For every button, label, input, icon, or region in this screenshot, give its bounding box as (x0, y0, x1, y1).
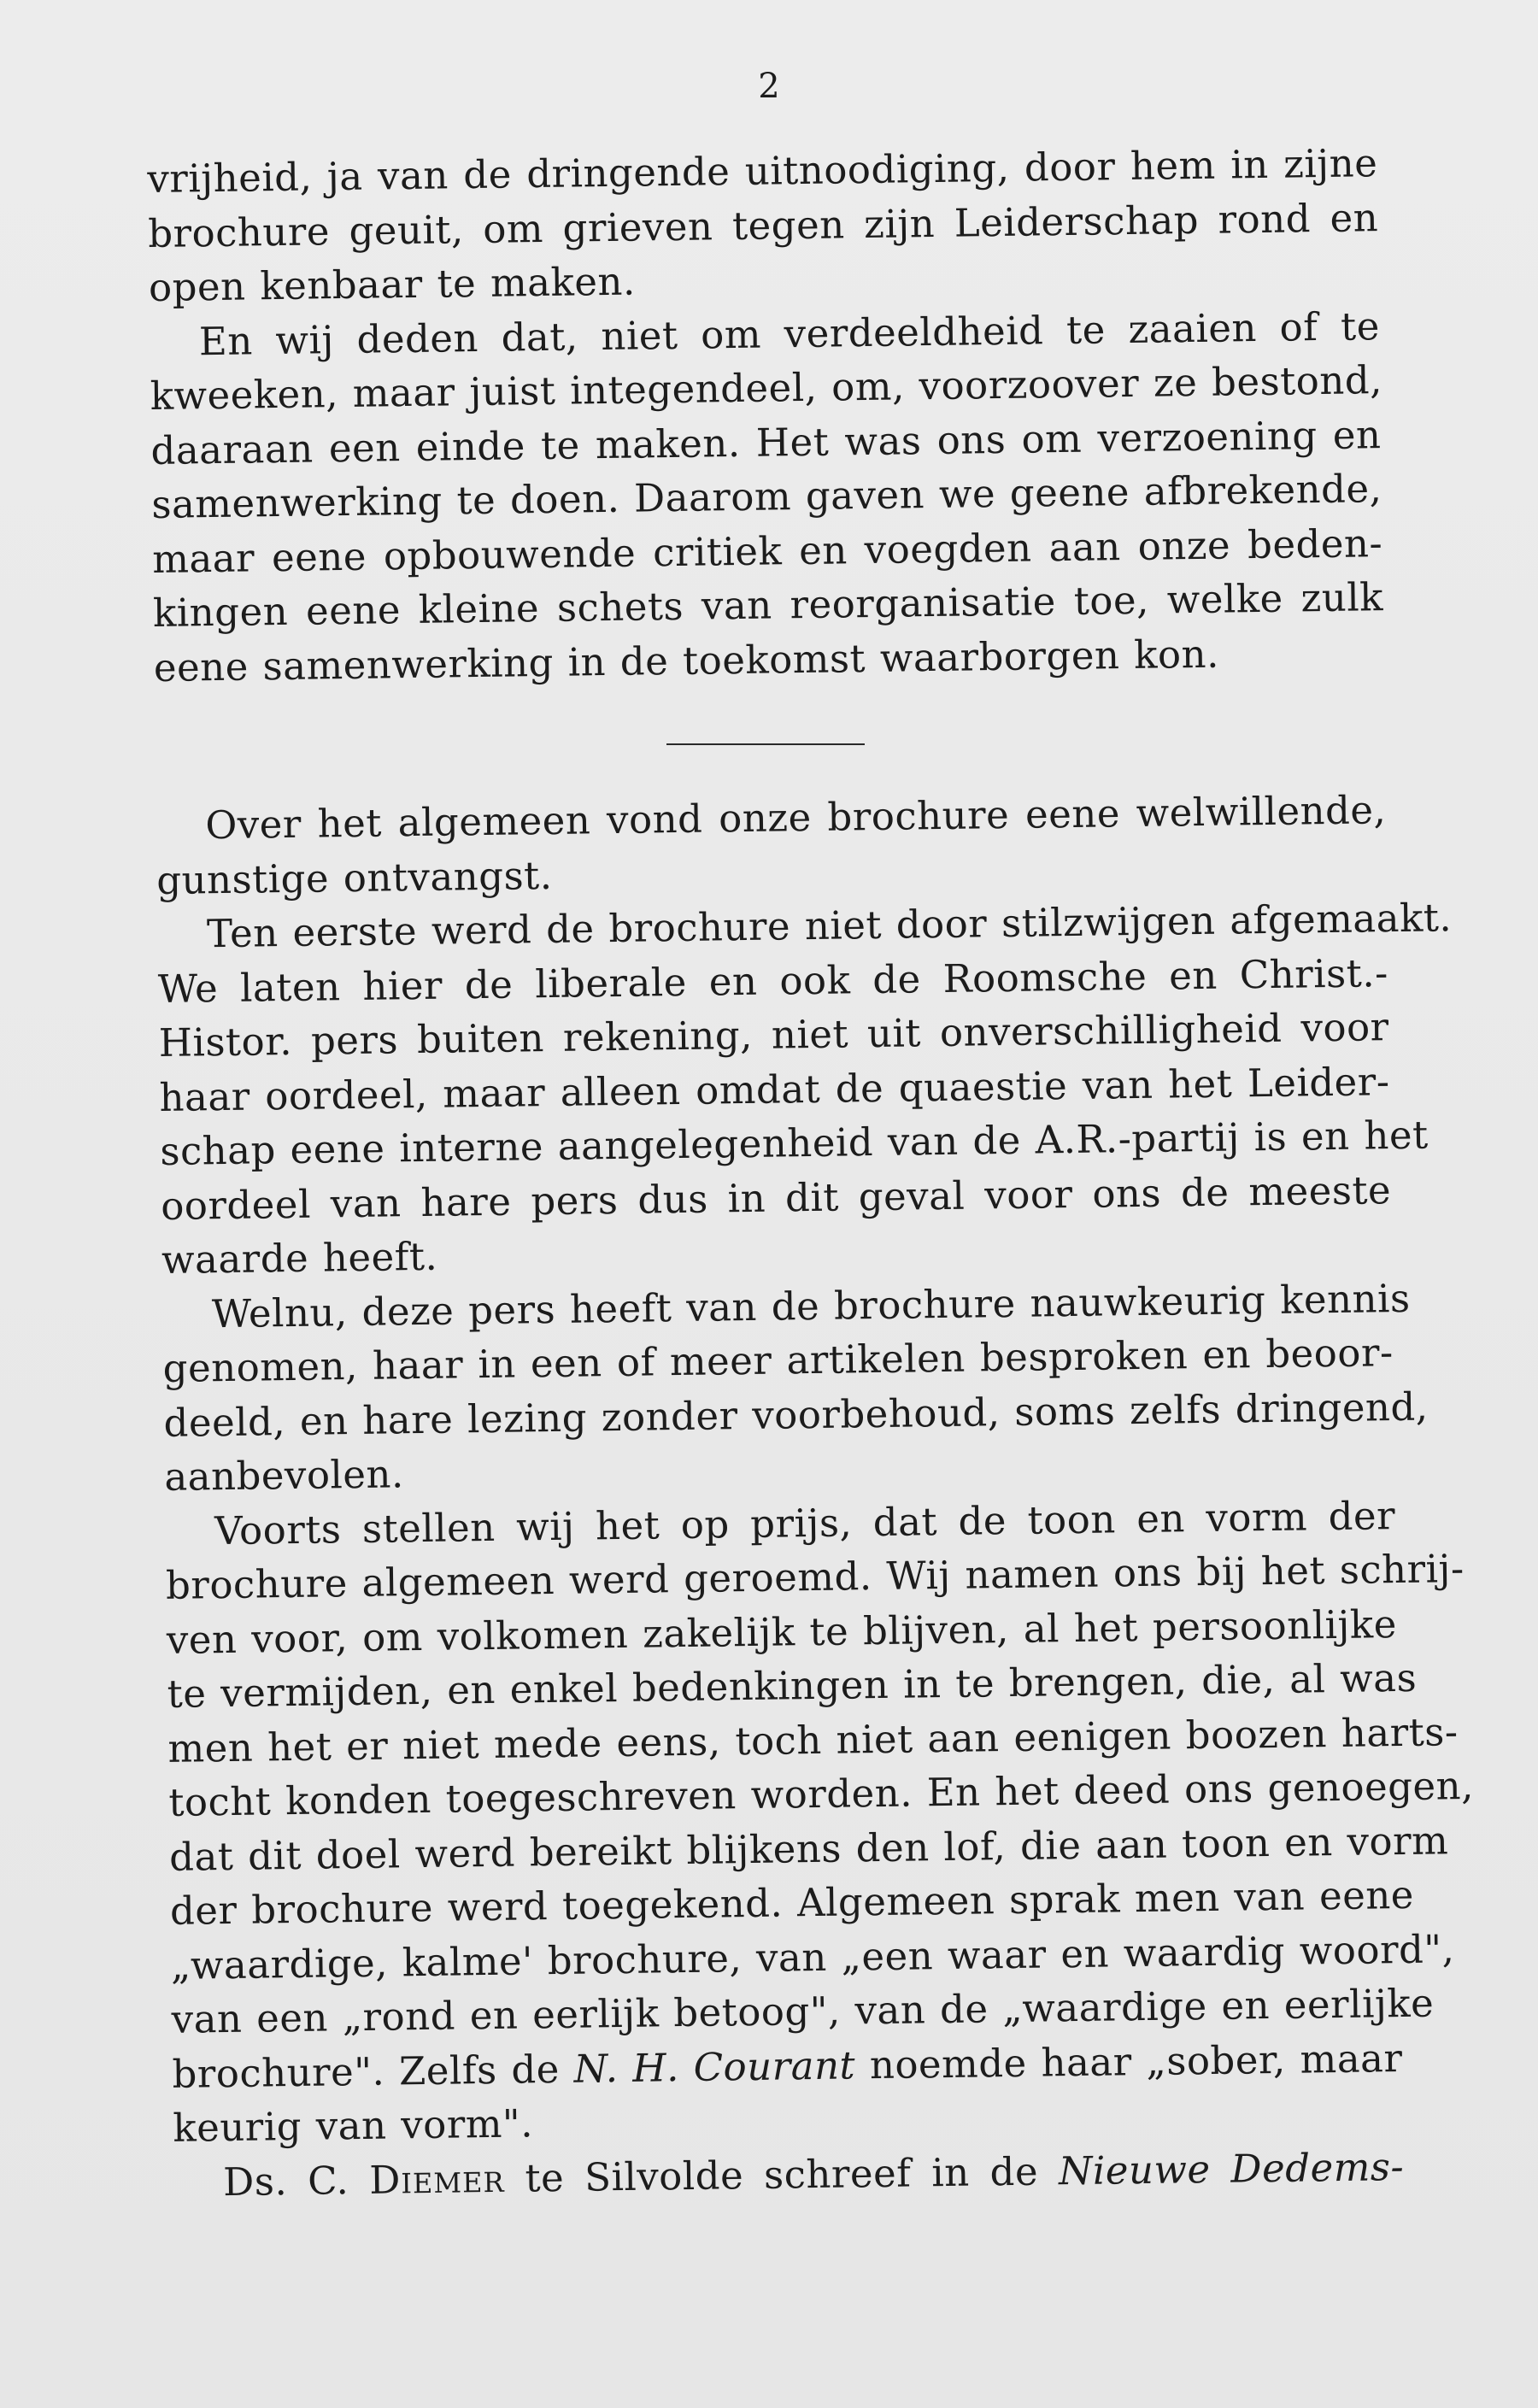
text-line: brochure geuit, om grieven tegen zijn Leiderschap rond en (147, 194, 1379, 256)
text-line: kweeken, maar juist integendeel, om, voorzoover ze bestond, (150, 357, 1383, 419)
text-line: waarde heeft. (161, 1233, 438, 1283)
text-line: daaraan een einde te maken. Het was ons om verzoening en (150, 411, 1382, 473)
text-line: brochure algemeen werd geroemd. Wij namen ons bij het schrij- (165, 1546, 1465, 1608)
text-line: tocht konden toegeschreven worden. En het deed ons genoegen, (168, 1762, 1475, 1825)
text-line: Voorts stellen wij het op prijs, dat de toon en vorm der (214, 1492, 1396, 1553)
text-line: En wij deden dat, niet om verdeeldheid te zaaien of te (198, 302, 1381, 364)
text-line: genomen, haar in een of meer artikelen besproken en beoor- (162, 1330, 1394, 1391)
text-line: te vermijden, en enkel bedenkingen in te brengen, die, al was (167, 1654, 1418, 1717)
text-line: der brochure werd toegekend. Algemeen sprak men van eene (169, 1871, 1415, 1934)
text-segment: Ds. C. (222, 2157, 370, 2205)
newspaper-title-nh-courant: N. H. Courant (573, 2041, 856, 2092)
text-line: oordeel van hare pers dus in dit geval voor ons de meeste (160, 1166, 1392, 1229)
text-line: maar eene opbouwende critiek en voegden aan onze beden- (151, 520, 1383, 582)
text-segment: noemde haar „sober, maar (854, 2035, 1403, 2088)
text-line: dat dit doel werd bereikt blijkens den lof, die aan toon en vorm (168, 1817, 1449, 1880)
text-line: van een „rond en eerlijk betoog", van de „waardige en eerlijke (171, 1980, 1435, 2042)
text-line: eene samenwerking in de toekomst waarborgen kon. (153, 631, 1220, 690)
text-line: kingen eene kleine schets van reorganisatie toe, welke zulk (152, 574, 1384, 636)
text-segment: te Silvolde schreef in de (504, 2147, 1060, 2201)
section-divider (666, 743, 865, 745)
page-number: 2 (758, 67, 780, 106)
text-line: schap eene interne aangelegenheid van de A.R.-partij is en het (160, 1112, 1429, 1174)
text-segment: brochure". Zelfs de (172, 2046, 575, 2097)
text-line: men het er niet mede eens, toch niet aan eenigen boozen harts- (167, 1708, 1459, 1771)
text-line: deeld, en hare lezing zonder voorbehoud, soms zelfs dringend, (163, 1383, 1429, 1446)
person-name-diemer: Diemer (368, 2155, 505, 2203)
text-line: ven voor, om volkomen zakelijk te blijven, al het persoonlijke (166, 1600, 1398, 1663)
text-line: aanbevolen. (164, 1451, 405, 1500)
text-line: „waardige, kalme' brochure, van „een waar en waardig woord", (170, 1925, 1455, 1988)
paragraph-section-2 (156, 783, 1475, 2210)
text-line: open kenbaar te maken. (148, 258, 637, 310)
text-line: Over het algemeen vond onze brochure eene welwillende, (205, 787, 1387, 849)
paragraph-section-1 (147, 136, 1384, 695)
text-line: Histor. pers buiten rekening, niet uit onverschilligheid voor (158, 1004, 1389, 1066)
text-line: vrijheid, ja van de dringende uitnoodiging, door hem in zijne (147, 140, 1378, 202)
text-line: samenwerking te doen. Daarom gaven we geene afbrekende, (151, 466, 1382, 527)
text-line: gunstige ontvangst. (156, 852, 553, 903)
text-line: Ten eerste werd de brochure niet door stilzwijgen afgemaakt. (206, 895, 1453, 957)
text-line: Welnu, deze pers heeft van de brochure nauwkeurig kennis (211, 1275, 1411, 1336)
newspaper-title-nieuwe-dedems: Nieuwe Dedems- (1058, 2143, 1405, 2194)
text-line: We laten hier de liberale en ook de Roomsche en Christ.- (157, 949, 1389, 1012)
text-line: keurig van vorm". (173, 2100, 534, 2151)
text-line: haar oordeel, maar alleen omdat de quaestie van het Leider- (159, 1058, 1390, 1120)
